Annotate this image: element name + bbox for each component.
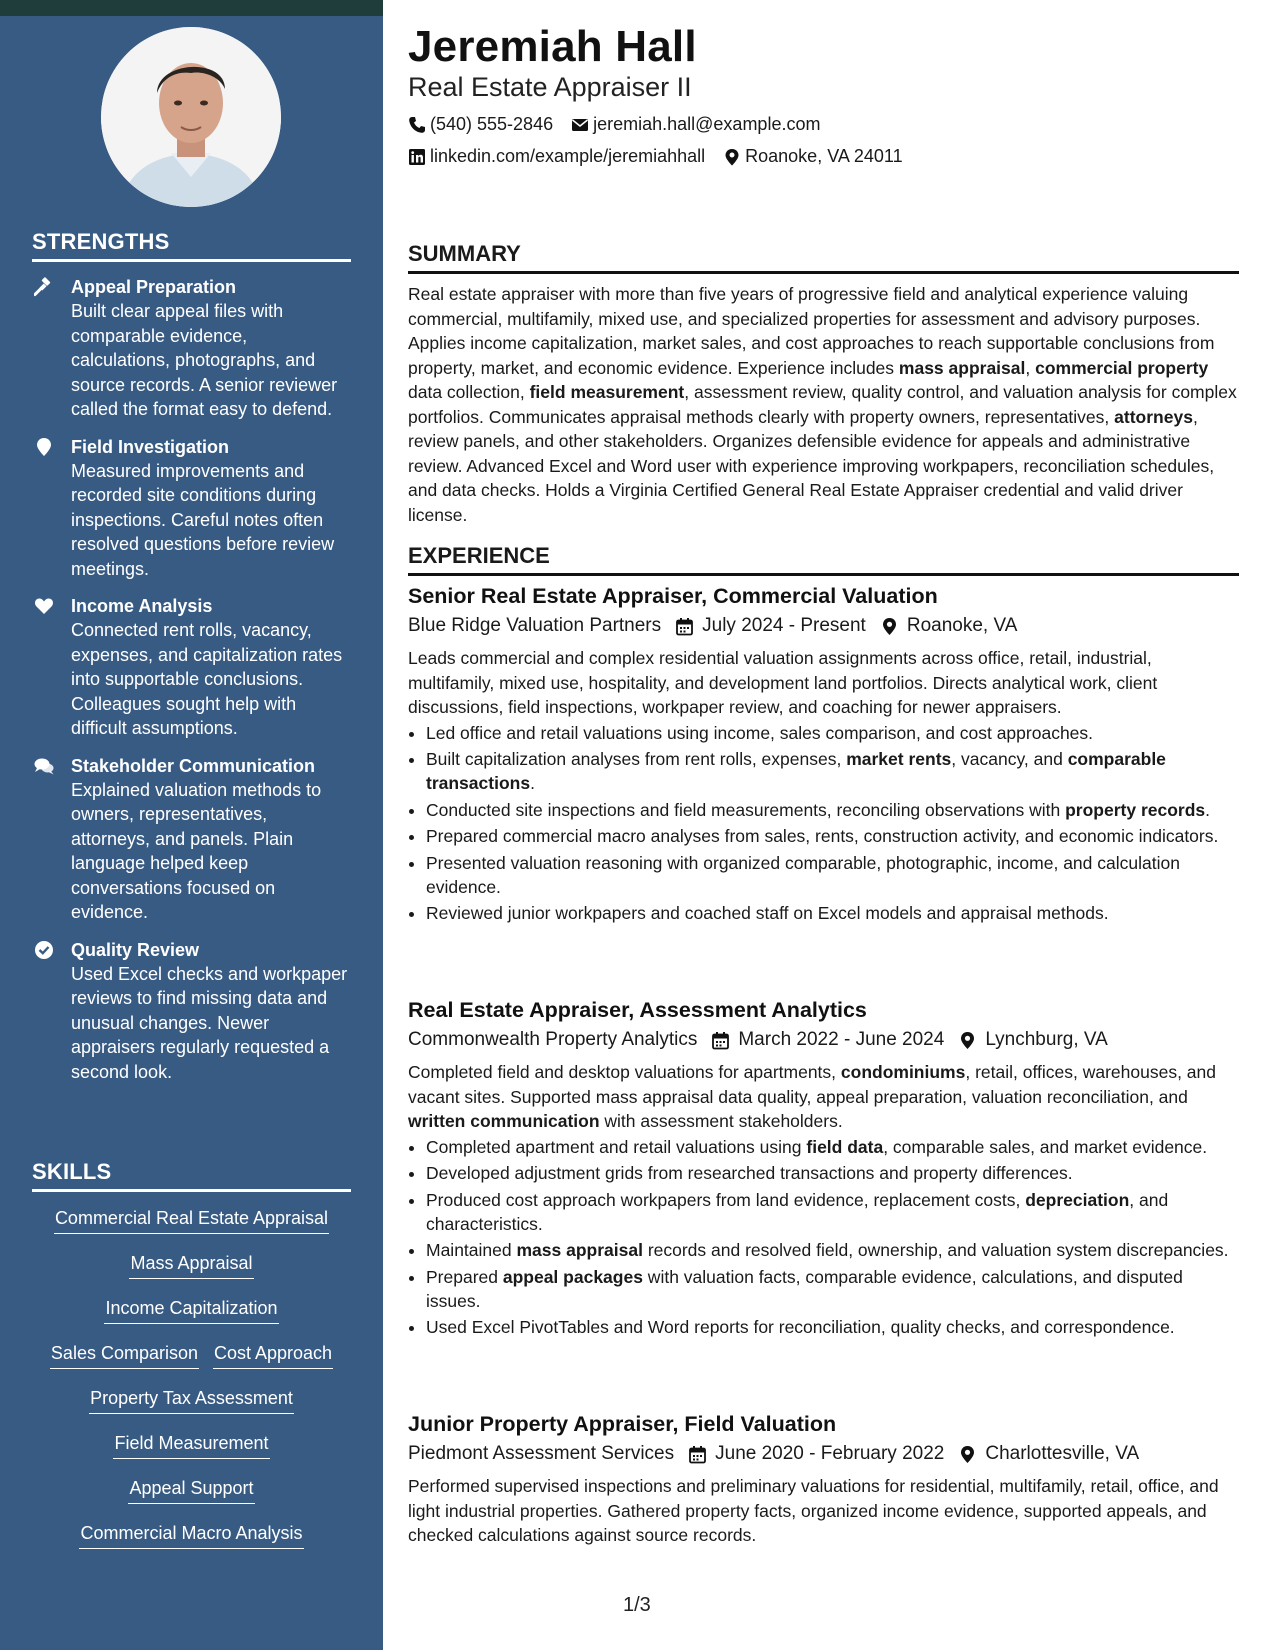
- strengths-heading: STRENGTHS: [32, 229, 351, 262]
- bullet-keyword: property records: [1065, 799, 1206, 820]
- strength-item: [32, 594, 351, 741]
- desc-part: Completed field and desktop valuations for apartments,: [408, 1062, 841, 1082]
- bullet-keyword: mass appraisal: [516, 1240, 643, 1260]
- bullet-part: records and resolved field, ownership, and valuation system discrepancies.: [642, 1240, 1229, 1260]
- linkedin-icon: [408, 148, 426, 166]
- job-role: Junior Property Appraiser, Field Valuation: [408, 1412, 837, 1436]
- job-meta: [408, 1439, 1239, 1469]
- strength-description: Explained valuation methods to owners, representatives, attorneys, and panels. Plain language helped keep conversations focused on evidence.: [71, 779, 322, 922]
- summary-keyword: attorneys: [1114, 406, 1193, 427]
- map-pin-icon: [34, 437, 54, 457]
- skill-tag: Commercial Macro Analysis: [79, 1522, 303, 1549]
- job-bullet: • Developed adjustment grids from researched transactions and property differences.: [426, 1161, 1239, 1185]
- job-role: Real Estate Appraiser, Assessment Analytics: [408, 998, 867, 1022]
- phone-icon: [408, 116, 426, 134]
- strength-title: Stakeholder Communication: [71, 755, 316, 776]
- check-circle-icon: [34, 940, 54, 960]
- strength-title: Appeal Preparation: [71, 277, 237, 297]
- job-company: Piedmont Assessment Services: [408, 1443, 675, 1464]
- summary-part: , review panels, and other stakeholders. Organizes defensible evidence for appeals and administrative review. Advanced Excel and Word user with experience improving workpapers, reconciliation schedules, and data checks. Holds a Virginia Certified General Real Estate Appraiser credential and valid driver license.: [408, 406, 1215, 525]
- summary-part: data collection,: [408, 382, 530, 402]
- job-bullet: [426, 798, 1239, 822]
- strength-title: Income Analysis: [71, 596, 213, 616]
- strength-description: Measured improvements and recorded site conditions during inspections. Careful notes often resolved questions before review meetings.: [71, 460, 335, 579]
- strength-description: Used Excel checks and workpaper reviews to find missing data and unusual changes. Newer appraisers regularly requested a second look.: [71, 963, 348, 1082]
- skill-tag: Appeal Support: [128, 1477, 254, 1504]
- bullet-part: , and characteristics.: [426, 1189, 1169, 1234]
- bullet-part: Produced cost approach workpapers from land evidence, replacement costs,: [426, 1189, 1026, 1210]
- candidate-title: Real Estate Appraiser II: [408, 72, 692, 102]
- skill-tag: Property Tax Assessment: [89, 1387, 294, 1414]
- job-dates: June 2020 - February 2022: [715, 1443, 945, 1464]
- skill-tag: Income Capitalization: [104, 1297, 278, 1324]
- bullet-part: Built capitalization analyses from rent rolls, expenses,: [426, 749, 847, 769]
- calendar-icon: [675, 617, 694, 636]
- job-role: Senior Real Estate Appraiser, Commercial Valuation: [408, 584, 938, 608]
- strength-item: [32, 435, 351, 582]
- skill-tag: Commercial Real Estate Appraisal: [54, 1207, 329, 1234]
- summary-part: , assessment review, quality control, and valuation analysis for complex portfolios. Communicates appraisal methods clearly with property owners, representatives,: [408, 382, 1237, 427]
- job-entry: [408, 582, 1239, 928]
- job-meta: [408, 611, 1239, 641]
- job-entry: [408, 1410, 1239, 1548]
- job-bullet: • Used Excel PivotTables and Word reports for reconciliation, quality checks, and correspondence.: [426, 1315, 1239, 1339]
- map-marker-icon: [958, 1445, 977, 1464]
- envelope-icon: [571, 116, 589, 134]
- job-description: Performed supervised inspections and preliminary valuations for residential, multifamily, retail, office, and light industrial properties. Gathered property facts, organized income evidence, supported appeals, and checked calculations against source records.: [408, 1476, 1219, 1545]
- contact-location: [723, 146, 902, 167]
- map-marker-icon: [958, 1031, 977, 1050]
- strength-title: Field Investigation: [71, 436, 230, 457]
- job-description: [408, 1060, 1239, 1134]
- calendar-icon: [688, 1445, 707, 1464]
- desc-part: with assessment stakeholders.: [599, 1111, 843, 1131]
- summary-keyword: field measurement: [529, 382, 685, 402]
- sidebar: [0, 0, 383, 1650]
- job-company: Blue Ridge Valuation Partners: [408, 615, 662, 636]
- job-bullet: • Reviewed junior workpapers and coached staff on Excel models and appraisal methods.: [426, 901, 1239, 925]
- map-marker-icon: [880, 617, 899, 636]
- profile-photo: [101, 27, 281, 207]
- job-bullet: [426, 1188, 1239, 1236]
- job-dates: July 2024 - Present: [702, 615, 866, 636]
- skills-heading: SKILLS: [32, 1159, 351, 1192]
- job-location: Charlottesville, VA: [985, 1443, 1140, 1464]
- contact-linkedin[interactable]: [408, 146, 705, 167]
- desc-part: , retail, offices, warehouses, and vacant sites. Supported mass appraisal data quality, appeal preparation, valuation reconciliation, and: [408, 1062, 1216, 1107]
- experience-heading: EXPERIENCE: [408, 543, 1239, 576]
- strength-title: Quality Review: [71, 939, 200, 960]
- job-location: Lynchburg, VA: [985, 1029, 1108, 1050]
- strength-description: Connected rent rolls, vacancy, expenses, and capitalization rates into supportable conclusions. Colleagues sought help with difficult assumptions.: [71, 620, 343, 738]
- job-bullets: [408, 1135, 1239, 1340]
- bullet-part: with valuation facts, comparable evidence, calculations, and disputed issues.: [426, 1266, 1183, 1311]
- strength-item: [32, 938, 351, 1085]
- job-bullet: • Prepared commercial macro analyses from sales, rents, construction activity, and economic indicators.: [426, 824, 1239, 848]
- skill-tag: Cost Approach: [213, 1342, 333, 1369]
- strength-item: [32, 275, 351, 422]
- job-meta: [408, 1025, 1239, 1055]
- bullet-part: Conducted site inspections and field measurements, reconciling observations with: [426, 799, 1066, 820]
- job-bullet: [426, 1265, 1239, 1313]
- bullet-part: Maintained: [426, 1240, 517, 1260]
- bullet-keyword: depreciation: [1025, 1189, 1130, 1210]
- comments-icon: [34, 756, 54, 776]
- bullet-part: .: [1205, 799, 1211, 820]
- bullet-keyword: field data: [806, 1136, 884, 1157]
- bullet-keyword: market rents: [846, 749, 952, 769]
- job-location: Roanoke, VA: [906, 615, 1018, 636]
- skills-list: [32, 1199, 351, 1559]
- desc-keyword: written communication: [408, 1111, 600, 1131]
- bullet-part: Completed apartment and retail valuations using: [426, 1136, 807, 1157]
- job-company: Commonwealth Property Analytics: [408, 1029, 698, 1050]
- job-bullets: [408, 721, 1239, 926]
- summary-heading: SUMMARY: [408, 241, 1239, 274]
- phone-text: (540) 555-2846: [430, 114, 554, 134]
- summary-keyword: commercial property: [1035, 357, 1209, 378]
- heart-icon: [34, 596, 54, 616]
- job-bullet: • Presented valuation reasoning with organized comparable, photographic, income, and calculation evidence.: [426, 851, 1239, 899]
- bullet-keyword: appeal packages: [502, 1266, 643, 1287]
- summary-text: [408, 282, 1239, 527]
- job-dates: March 2022 - June 2024: [738, 1029, 945, 1050]
- skills-section: [32, 1159, 351, 1559]
- skill-tag: Sales Comparison: [50, 1342, 199, 1369]
- strength-item: [32, 754, 351, 925]
- linkedin-text: linkedin.com/example/jeremiahhall: [430, 146, 706, 166]
- bullet-keyword: comparable transactions: [426, 749, 1166, 793]
- job-description: Leads commercial and complex residential valuation assignments across office, retail, industrial, multifamily, mixed use, hospitality, and development land portfolios. Directs analytical work, client discussions, field inspections, workpaper review, and coaching for newer appraisers.: [408, 648, 1158, 717]
- contact-phone[interactable]: [408, 114, 553, 135]
- strengths-section: [32, 229, 351, 1084]
- job-entry: [408, 996, 1239, 1342]
- desc-keyword: condominiums: [840, 1062, 966, 1082]
- job-bullet: • Led office and retail valuations using income, sales comparison, and cost approaches.: [426, 721, 1239, 745]
- job-bullet: [426, 1238, 1239, 1262]
- page-number: 1/3: [623, 1594, 651, 1616]
- summary-part: Real estate appraiser with more than five years of progressive field and analytical experience valuing commercial, multifamily, mixed use, and specialized properties for assessment and advisory purposes. Applies income capitalization, market sales, and cost approaches to reach supportable conclusions from property, market, and economic evidence. Experience includes: [408, 284, 1215, 378]
- map-marker-icon: [723, 148, 741, 166]
- job-bullet: [426, 1135, 1239, 1159]
- skill-tag: Field Measurement: [113, 1432, 269, 1459]
- bullet-part: , vacancy, and: [951, 749, 1068, 769]
- sidebar-top-bar: [0, 0, 383, 16]
- gavel-icon: [34, 277, 54, 297]
- bullet-part: , comparable sales, and market evidence.: [883, 1136, 1208, 1157]
- contact-row: [408, 146, 921, 167]
- location-text: Roanoke, VA 24011: [745, 146, 903, 166]
- calendar-icon: [711, 1031, 730, 1050]
- job-bullet: [426, 747, 1239, 795]
- bullet-part: .: [530, 773, 535, 793]
- contact-row: [408, 114, 838, 135]
- strength-description: Built clear appeal files with comparable evidence, calculations, photographs, and source records. A senior reviewer called the format easy to defend.: [71, 301, 338, 419]
- skill-tag: Mass Appraisal: [129, 1252, 253, 1279]
- bullet-part: Prepared: [426, 1266, 503, 1287]
- email-text: jeremiah.hall@example.com: [593, 114, 821, 134]
- summary-keyword: mass appraisal: [898, 357, 1026, 378]
- candidate-name: Jeremiah Hall: [408, 22, 697, 71]
- contact-email[interactable]: [571, 114, 820, 135]
- summary-part: ,: [1025, 357, 1036, 378]
